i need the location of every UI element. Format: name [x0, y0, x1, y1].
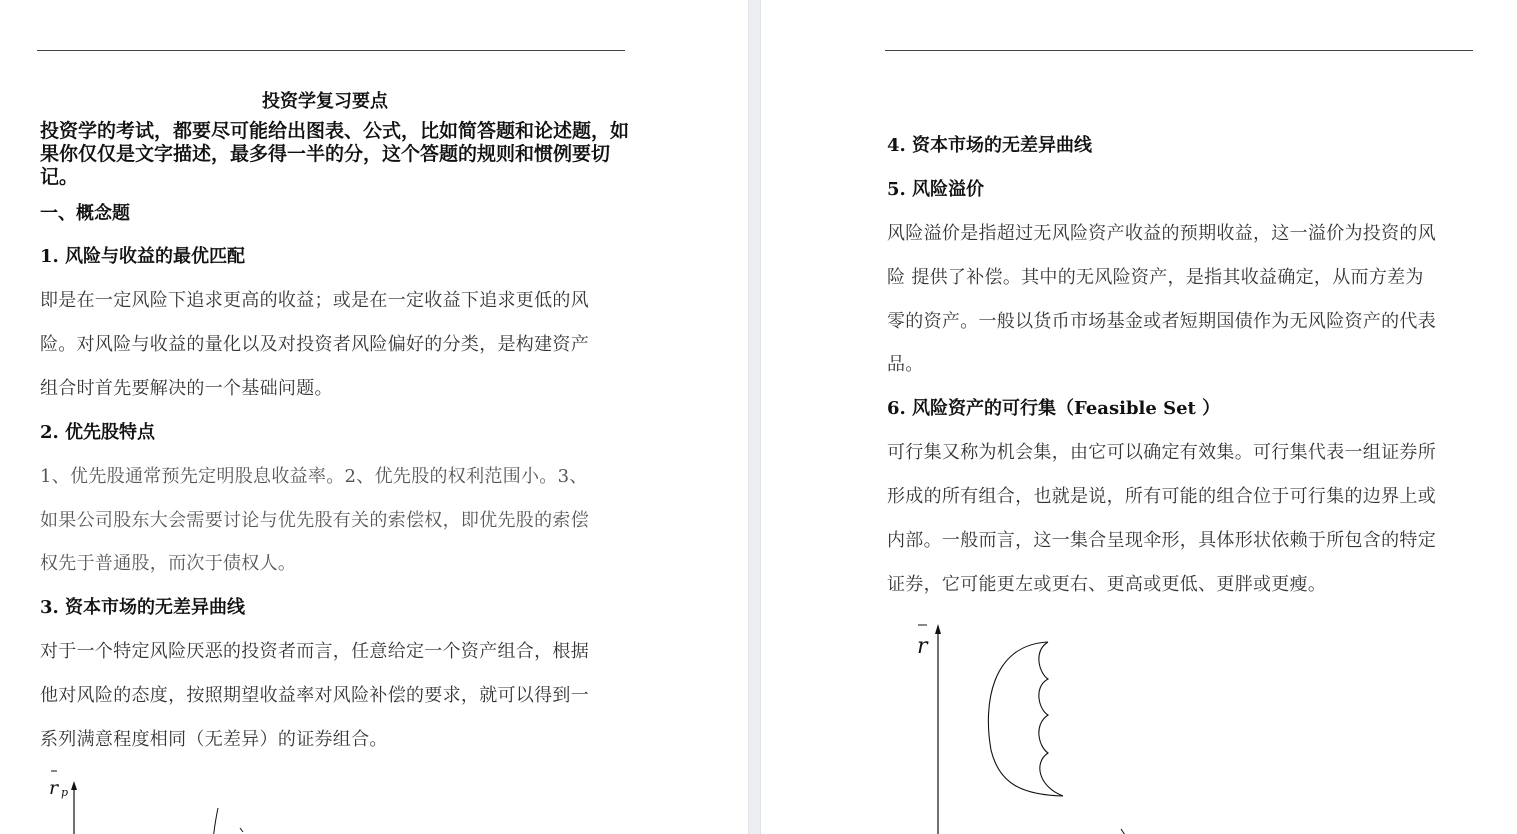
- feasible-set-boundary: [988, 642, 1063, 796]
- q5-line: 零的资产。一般以货币市场基金或者短期国债作为无风险资产的代表: [887, 311, 1436, 332]
- page-gap: [748, 0, 761, 834]
- q1-line: 组合时首先要解决的一个基础问题。: [40, 378, 333, 399]
- q1-line: 险。对风险与收益的量化以及对投资者风险偏好的分类，是构建资产: [40, 334, 589, 355]
- indifference-curve-figure: [40, 760, 300, 834]
- q3-heading: 3. 资本市场的无差异曲线: [40, 597, 246, 618]
- q3-line: 系列满意程度相同（无差异）的证券组合。: [40, 729, 388, 750]
- feasible-set-figure: [911, 615, 1111, 834]
- axis-label-r: r: [917, 634, 928, 659]
- q2-line: 如果公司股东大会需要讨论与优先股有关的索偿权，即优先股的索偿: [40, 510, 589, 531]
- axis-label-sub: p: [61, 786, 69, 799]
- q3-line: 对于一个特定风险厌恶的投资者而言，任意给定一个资产组合，根据: [40, 641, 589, 662]
- q2-line: 1、优先股通常预先定明股息收益率。2、优先股的权利范围小。3、: [40, 466, 588, 487]
- q6-line: 内部。一般而言，这一集合呈现伞形，具体形状依赖于所包含的特定: [887, 530, 1436, 551]
- header-rule: [885, 50, 1473, 51]
- y-axis-arrow: [71, 781, 77, 790]
- page-right: [761, 0, 1517, 834]
- axis-mark: [1121, 829, 1125, 834]
- header-rule: [37, 50, 625, 51]
- axis-label-r: r: [49, 777, 59, 799]
- q1-line: 即是在一定风险下追求更高的收益；或是在一定收益下追求更低的风: [40, 290, 589, 311]
- q5-heading: 5. 风险溢价: [887, 179, 985, 200]
- intro-paragraph: 投资学的考试，都要尽可能给出图表、公式，比如简答题和论述题，如果你仅仅是文字描述，最多得一半的分，这个答题的规则和惯例要切记。: [40, 120, 630, 188]
- curve: [213, 808, 218, 834]
- q5-line: 风险溢价是指超过无风险资产收益的预期收益，这一溢价为投资的风: [887, 223, 1436, 244]
- q6-line: 可行集又称为机会集，由它可以确定有效集。可行集代表一组证券所: [887, 442, 1436, 463]
- q5-line: 品。: [887, 354, 924, 375]
- q3-line: 他对风险的态度，按照期望收益率对风险补偿的要求，就可以得到一: [40, 685, 589, 706]
- q6-heading: 6. 风险资产的可行集（Feasible Set ）: [887, 398, 1221, 419]
- page-left: [0, 0, 748, 834]
- q4-heading: 4. 资本市场的无差异曲线: [887, 135, 1093, 156]
- section-heading: 一、概念题: [40, 203, 130, 224]
- q6-line: 证券，它可能更左或更右、更高或更低、更胖或更瘦。: [887, 574, 1327, 595]
- doc-title: 投资学复习要点: [262, 91, 388, 112]
- q6-line: 形成的所有组合，也就是说，所有可能的组合位于可行集的边界上或: [887, 486, 1436, 507]
- feasible-set-scallops: [1039, 642, 1063, 796]
- q1-heading: 1. 风险与收益的最优匹配: [40, 246, 246, 267]
- q2-heading: 2. 优先股特点: [40, 422, 156, 443]
- q2-line: 权先于普通股，而次于债权人。: [40, 553, 297, 574]
- q5-line: 险 提供了补偿。其中的无风险资产，是指其收益确定，从而方差为: [887, 267, 1424, 288]
- y-axis-arrow: [935, 624, 941, 634]
- curve-mark: [240, 828, 243, 832]
